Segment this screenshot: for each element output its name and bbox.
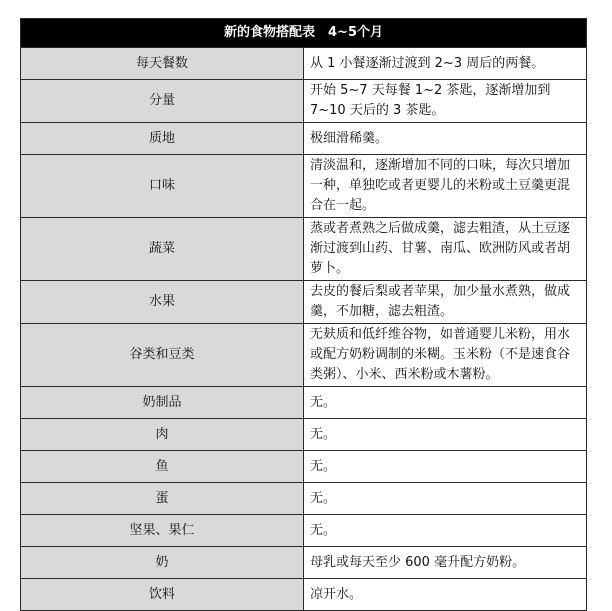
table-row [21,218,587,281]
row-value: 从 1 小餐逐渐过渡到 2~3 周后的两餐。 [304,48,587,80]
row-value: 去皮的餐后梨或者苹果，加少量水煮熟，做成羹，不加糖，滤去粗渣。 [304,281,587,324]
table-row [21,324,587,387]
row-label: 蛋 [21,483,304,515]
row-value: 凉开水。 [304,579,587,611]
table-row [21,579,587,611]
row-label: 饮料 [21,579,304,611]
row-value: 清淡温和，逐渐增加不同的口味，每次只增加一种，单独吃或者更婴儿的米粉或土豆羹更混合在一起。 [304,155,587,218]
table-row [21,123,587,155]
row-label: 蔬菜 [21,218,304,281]
row-value: 蒸或者煮熟之后做成羹，滤去粗渣，从土豆逐渐过渡到山药、甘薯、南瓜、欧洲防风或者胡萝卜。 [304,218,587,281]
row-label: 鱼 [21,451,304,483]
row-label: 肉 [21,419,304,451]
row-label: 奶 [21,547,304,579]
row-value: 无。 [304,483,587,515]
row-label: 分量 [21,80,304,123]
table-row [21,281,587,324]
row-value: 无。 [304,387,587,419]
table-title-row [21,19,587,48]
table-row [21,419,587,451]
row-label: 水果 [21,281,304,324]
row-label: 谷类和豆类 [21,324,304,387]
table-row [21,155,587,218]
row-value: 母乳或每天至少 600 毫升配方奶粉。 [304,547,587,579]
row-value: 无麸质和低纤维谷物，如普通婴儿米粉，用水或配方奶粉调制的米糊。玉米粉（不是速食谷类粥）、小米、西米粉或木薯粉。 [304,324,587,387]
row-label: 奶制品 [21,387,304,419]
table-row [21,387,587,419]
row-value: 无。 [304,515,587,547]
row-value: 开始 5~7 天每餐 1~2 茶匙，逐渐增加到 7~10 天后的 3 茶匙。 [304,80,587,123]
table-row [21,483,587,515]
table-row [21,451,587,483]
row-label: 坚果、果仁 [21,515,304,547]
food-pairing-table [20,18,587,611]
row-value: 无。 [304,451,587,483]
table-row [21,48,587,80]
table-row [21,515,587,547]
row-label: 质地 [21,123,304,155]
row-label: 口味 [21,155,304,218]
table-row [21,547,587,579]
table-row [21,80,587,123]
row-value: 极细滑稀羹。 [304,123,587,155]
row-label: 每天餐数 [21,48,304,80]
food-table-container [20,18,587,611]
table-title: 新的食物搭配表 4~5个月 [21,19,587,48]
row-value: 无。 [304,419,587,451]
